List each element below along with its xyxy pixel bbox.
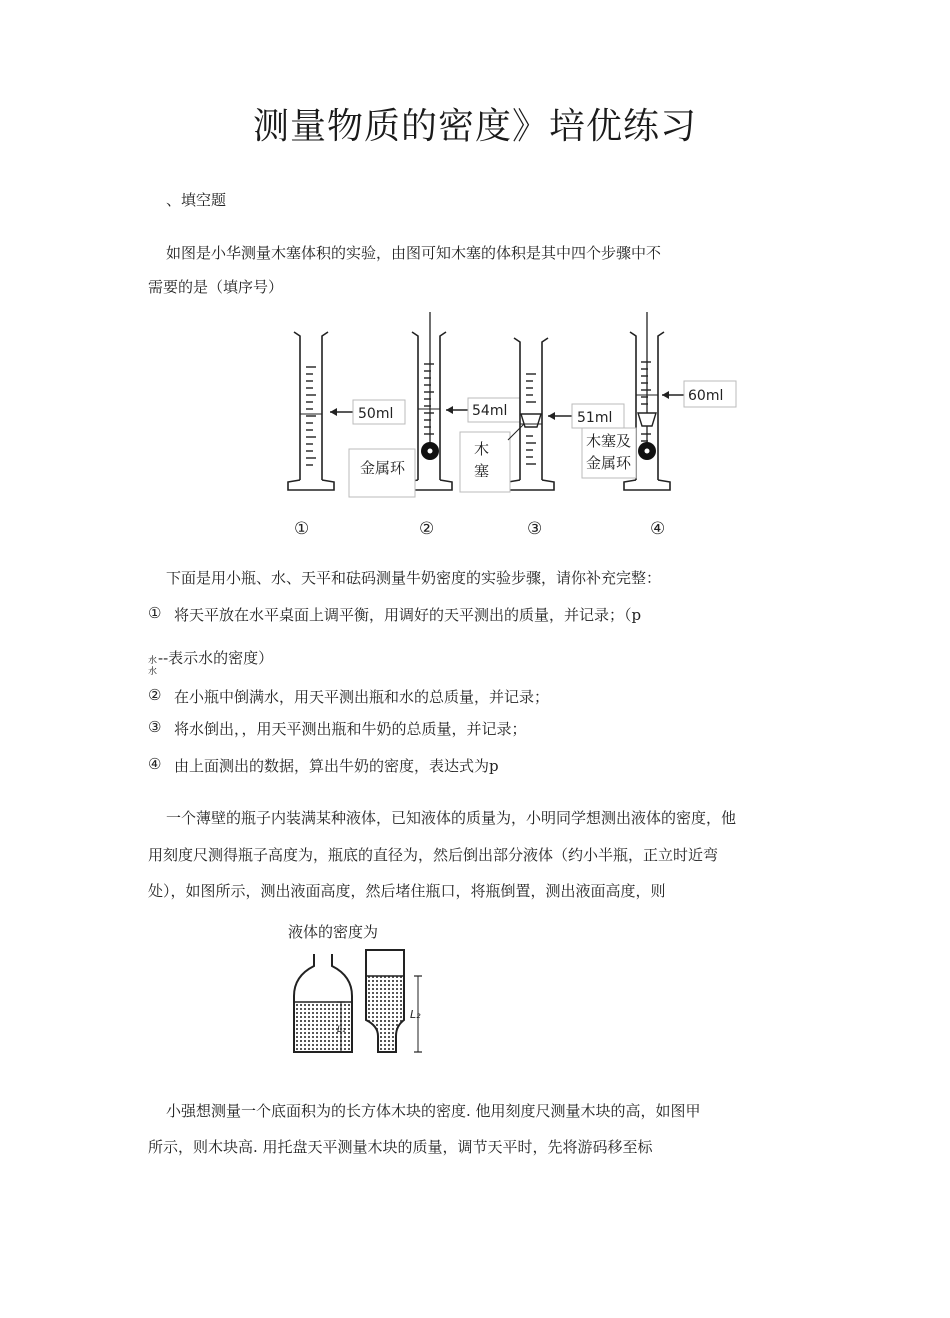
q2-step1-number: ① <box>148 604 162 622</box>
l2-label: L₂ <box>410 1008 421 1021</box>
q2-step1-text: 将天平放在水平桌面上调平衡，用调好的天平测出的质量，并记录；（p <box>174 606 642 624</box>
bottle-upright <box>294 954 352 1052</box>
cork-3 <box>521 414 541 427</box>
q3-line1: 一个薄壁的瓶子内装满某种液体，已知液体的质量为，小明同学想测出液体的密度，他 <box>166 809 737 827</box>
metal-ring-label: 金属环 <box>360 459 406 477</box>
graduated-cylinders-figure <box>0 300 950 560</box>
q1-line2: 需要的是（填序号） <box>148 278 284 296</box>
q3-line4: 液体的密度为 <box>288 923 379 941</box>
step-number-3: ③ <box>527 519 543 539</box>
cork-label-a: 木 <box>474 440 490 458</box>
q1-line1: 如图是小华测量木塞体积的实验，由图可知木塞的体积是其中四个步骤中不 <box>166 244 662 262</box>
q4-line1: 小强想测量一个底面积为的长方体木块的密度. 他用刻度尺测量木块的高，如图甲 <box>166 1102 701 1120</box>
q2-step3-text: 将水倒出，，用天平测出瓶和牛奶的总质量，并记录； <box>174 720 527 738</box>
q4-line2: 所示，则木块高. 用托盘天平测量木块的质量，调节天平时，先将游码移至标 <box>148 1138 653 1156</box>
water-subscript-a: 水 <box>148 656 158 666</box>
q2-step2-number: ② <box>148 686 162 704</box>
page-title: 测量物质的密度》培优练习 <box>252 106 697 147</box>
both-label-a: 木塞及 <box>586 432 632 450</box>
q3-line3: 处），如图所示，测出液面高度，然后堵住瓶口，将瓶倒置，测出液面高度，则 <box>148 882 666 900</box>
cork-label-b: 塞 <box>474 462 490 480</box>
bottle-figure <box>0 940 950 1060</box>
q2-step1-continuation: --表示水的密度） <box>158 649 274 667</box>
step-number-2: ② <box>419 519 435 539</box>
reading-label-2: 54ml <box>472 403 508 419</box>
water-subscript-b: 水 <box>148 667 158 677</box>
cork-4 <box>638 413 656 426</box>
l1-label: L₁ <box>337 1025 346 1035</box>
reading-label-4: 60ml <box>688 388 724 404</box>
q2-step4-text: 由上面测出的数据，算出牛奶的密度，表达式为p <box>174 757 499 775</box>
both-label-b: 金属环 <box>586 454 632 472</box>
q2-step4-number: ④ <box>148 755 162 773</box>
q2-intro: 下面是用小瓶、水、天平和砝码测量牛奶密度的实验步骤，请你补充完整： <box>166 569 662 587</box>
q2-step2-text: 在小瓶中倒满水，用天平测出瓶和水的总质量，并记录； <box>174 688 550 706</box>
step-number-1: ① <box>294 519 310 539</box>
section-heading: 、填空题 <box>166 191 227 209</box>
step-number-4: ④ <box>650 519 666 539</box>
q3-line2: 用刻度尺测得瓶子高度为，瓶底的直径为，然后倒出部分液体（约小半瓶，正立时近弯 <box>148 846 719 864</box>
q2-step3-number: ③ <box>148 718 162 736</box>
bottle-inverted <box>366 950 422 1052</box>
reading-label-3: 51ml <box>577 410 613 426</box>
reading-label-1: 50ml <box>358 406 394 422</box>
cylinder-1 <box>288 332 334 490</box>
